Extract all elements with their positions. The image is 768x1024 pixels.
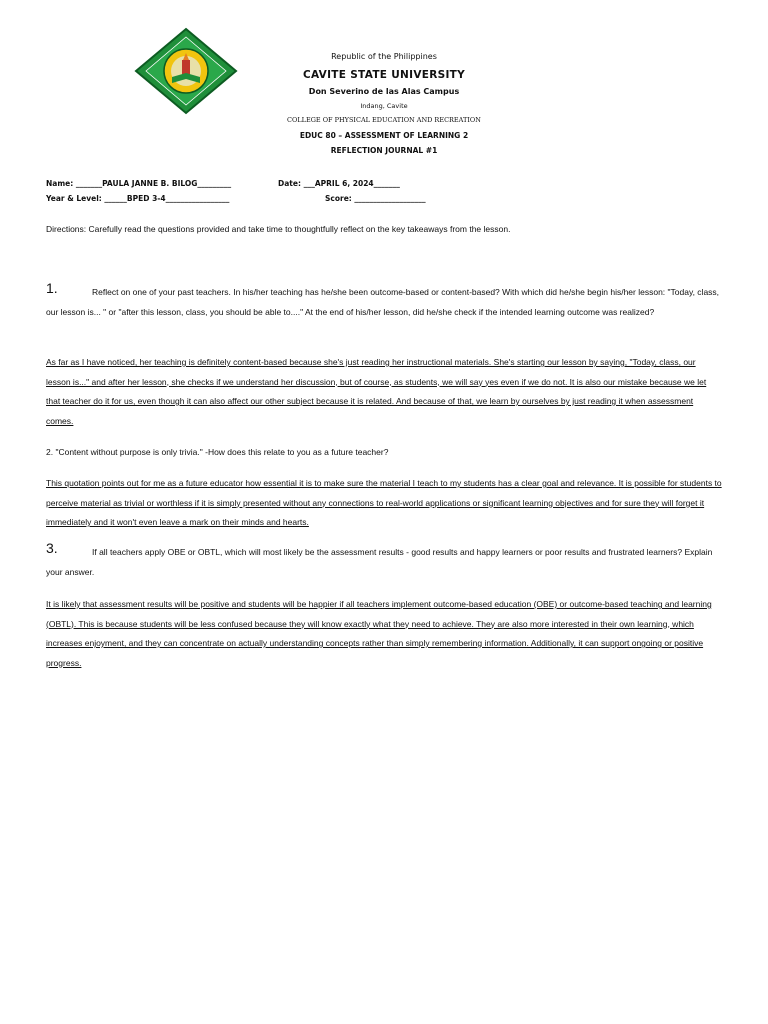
q1-number: 1. bbox=[46, 280, 58, 296]
year-label: Year & Level: bbox=[46, 194, 102, 203]
score-field bbox=[325, 194, 426, 203]
university-name: CAVITE STATE UNIVERSITY bbox=[302, 69, 466, 81]
campus-name: Don Severino de las Alas Campus bbox=[308, 87, 460, 96]
campus-location: Indang, Cavite bbox=[360, 102, 408, 110]
course-title: EDUC 80 – ASSESSMENT OF LEARNING 2 bbox=[299, 131, 469, 140]
college-name: COLLEGE OF PHYSICAL EDUCATION AND RECREATION bbox=[287, 116, 481, 124]
name-value: _______PAULA JANNE B. BILOG_________ bbox=[75, 179, 232, 188]
university-seal-icon bbox=[134, 27, 238, 115]
q3-answer: It is likely that assessment results will be positive and students will be happier if all teachers implement outcome-based education (OBE) or outcome-based teaching and learning (OBTL). This is because students will be less confused because they will know exactly what they need to achieve. They are also more interested in their own learning, which increases enjoyment, and they can concentrate on actually understanding concepts rather than simply remembering information. Additionally, it can support ongoing or positive progress. bbox=[46, 599, 712, 668]
score-label: Score: bbox=[325, 194, 352, 203]
date-label: Date: bbox=[278, 179, 301, 188]
q3-question: If all teachers apply OBE or OBTL, which will most likely be the assessment results - good results and happy learners or poor results and frustrated learners? Explain your answer. bbox=[46, 547, 713, 577]
year-level-field bbox=[46, 194, 229, 203]
date-value: ___APRIL 6, 2024_______ bbox=[303, 179, 400, 188]
directions: Directions: Carefully read the questions provided and take time to thoughtfully reflect on the key takeaways from the lesson. bbox=[46, 224, 511, 234]
q2-question: 2. "Content without purpose is only trivia." -How does this relate to you as a future teacher? bbox=[46, 447, 389, 457]
date-field bbox=[278, 179, 400, 188]
q2-answer: This quotation points out for me as a future educator how essential it is to make sure the material I teach to my students has a clear goal and relevance. It is possible for students to perceive material as trivial or worthless if it is simply presented without any connections to real-world applications or significant learning objectives and for sure they will forget it immediately and it won't even leave a mark on their minds and hearts. bbox=[46, 478, 722, 527]
score-value: ___________________ bbox=[354, 194, 426, 203]
q3-number: 3. bbox=[46, 540, 58, 556]
journal-title: REFLECTION JOURNAL #1 bbox=[330, 146, 438, 155]
q1-answer: As far as I have noticed, her teaching is definitely content-based because she's just reading her instructional materials. She's starting our lesson by saying, "Today, class, our lesson is..." and after her lesson, she checks if we understand her discussion, but of course, as students, we will say yes even if we do not. It is also our mistake because we let that teacher do it for us, even though it can also affect our other subject because it is related. And because of that, we learn by ourselves by just reading it when assessment comes. bbox=[46, 357, 707, 426]
name-field bbox=[46, 179, 231, 188]
q1-question: Reflect on one of your past teachers. In his/her teaching has he/she been outcome-based or content-based? With which did he/she begin his/her lesson: "Today, class, our lesson is... " or "after this lesson, class, you should be able to...." At the end of his/her lesson, did he/she check if the intended learning outcome was realized? bbox=[46, 287, 720, 317]
republic-line: Republic of the Philippines bbox=[331, 52, 437, 61]
name-label: Name: bbox=[46, 179, 74, 188]
year-value: ______BPED 3-4_________________ bbox=[104, 194, 230, 203]
